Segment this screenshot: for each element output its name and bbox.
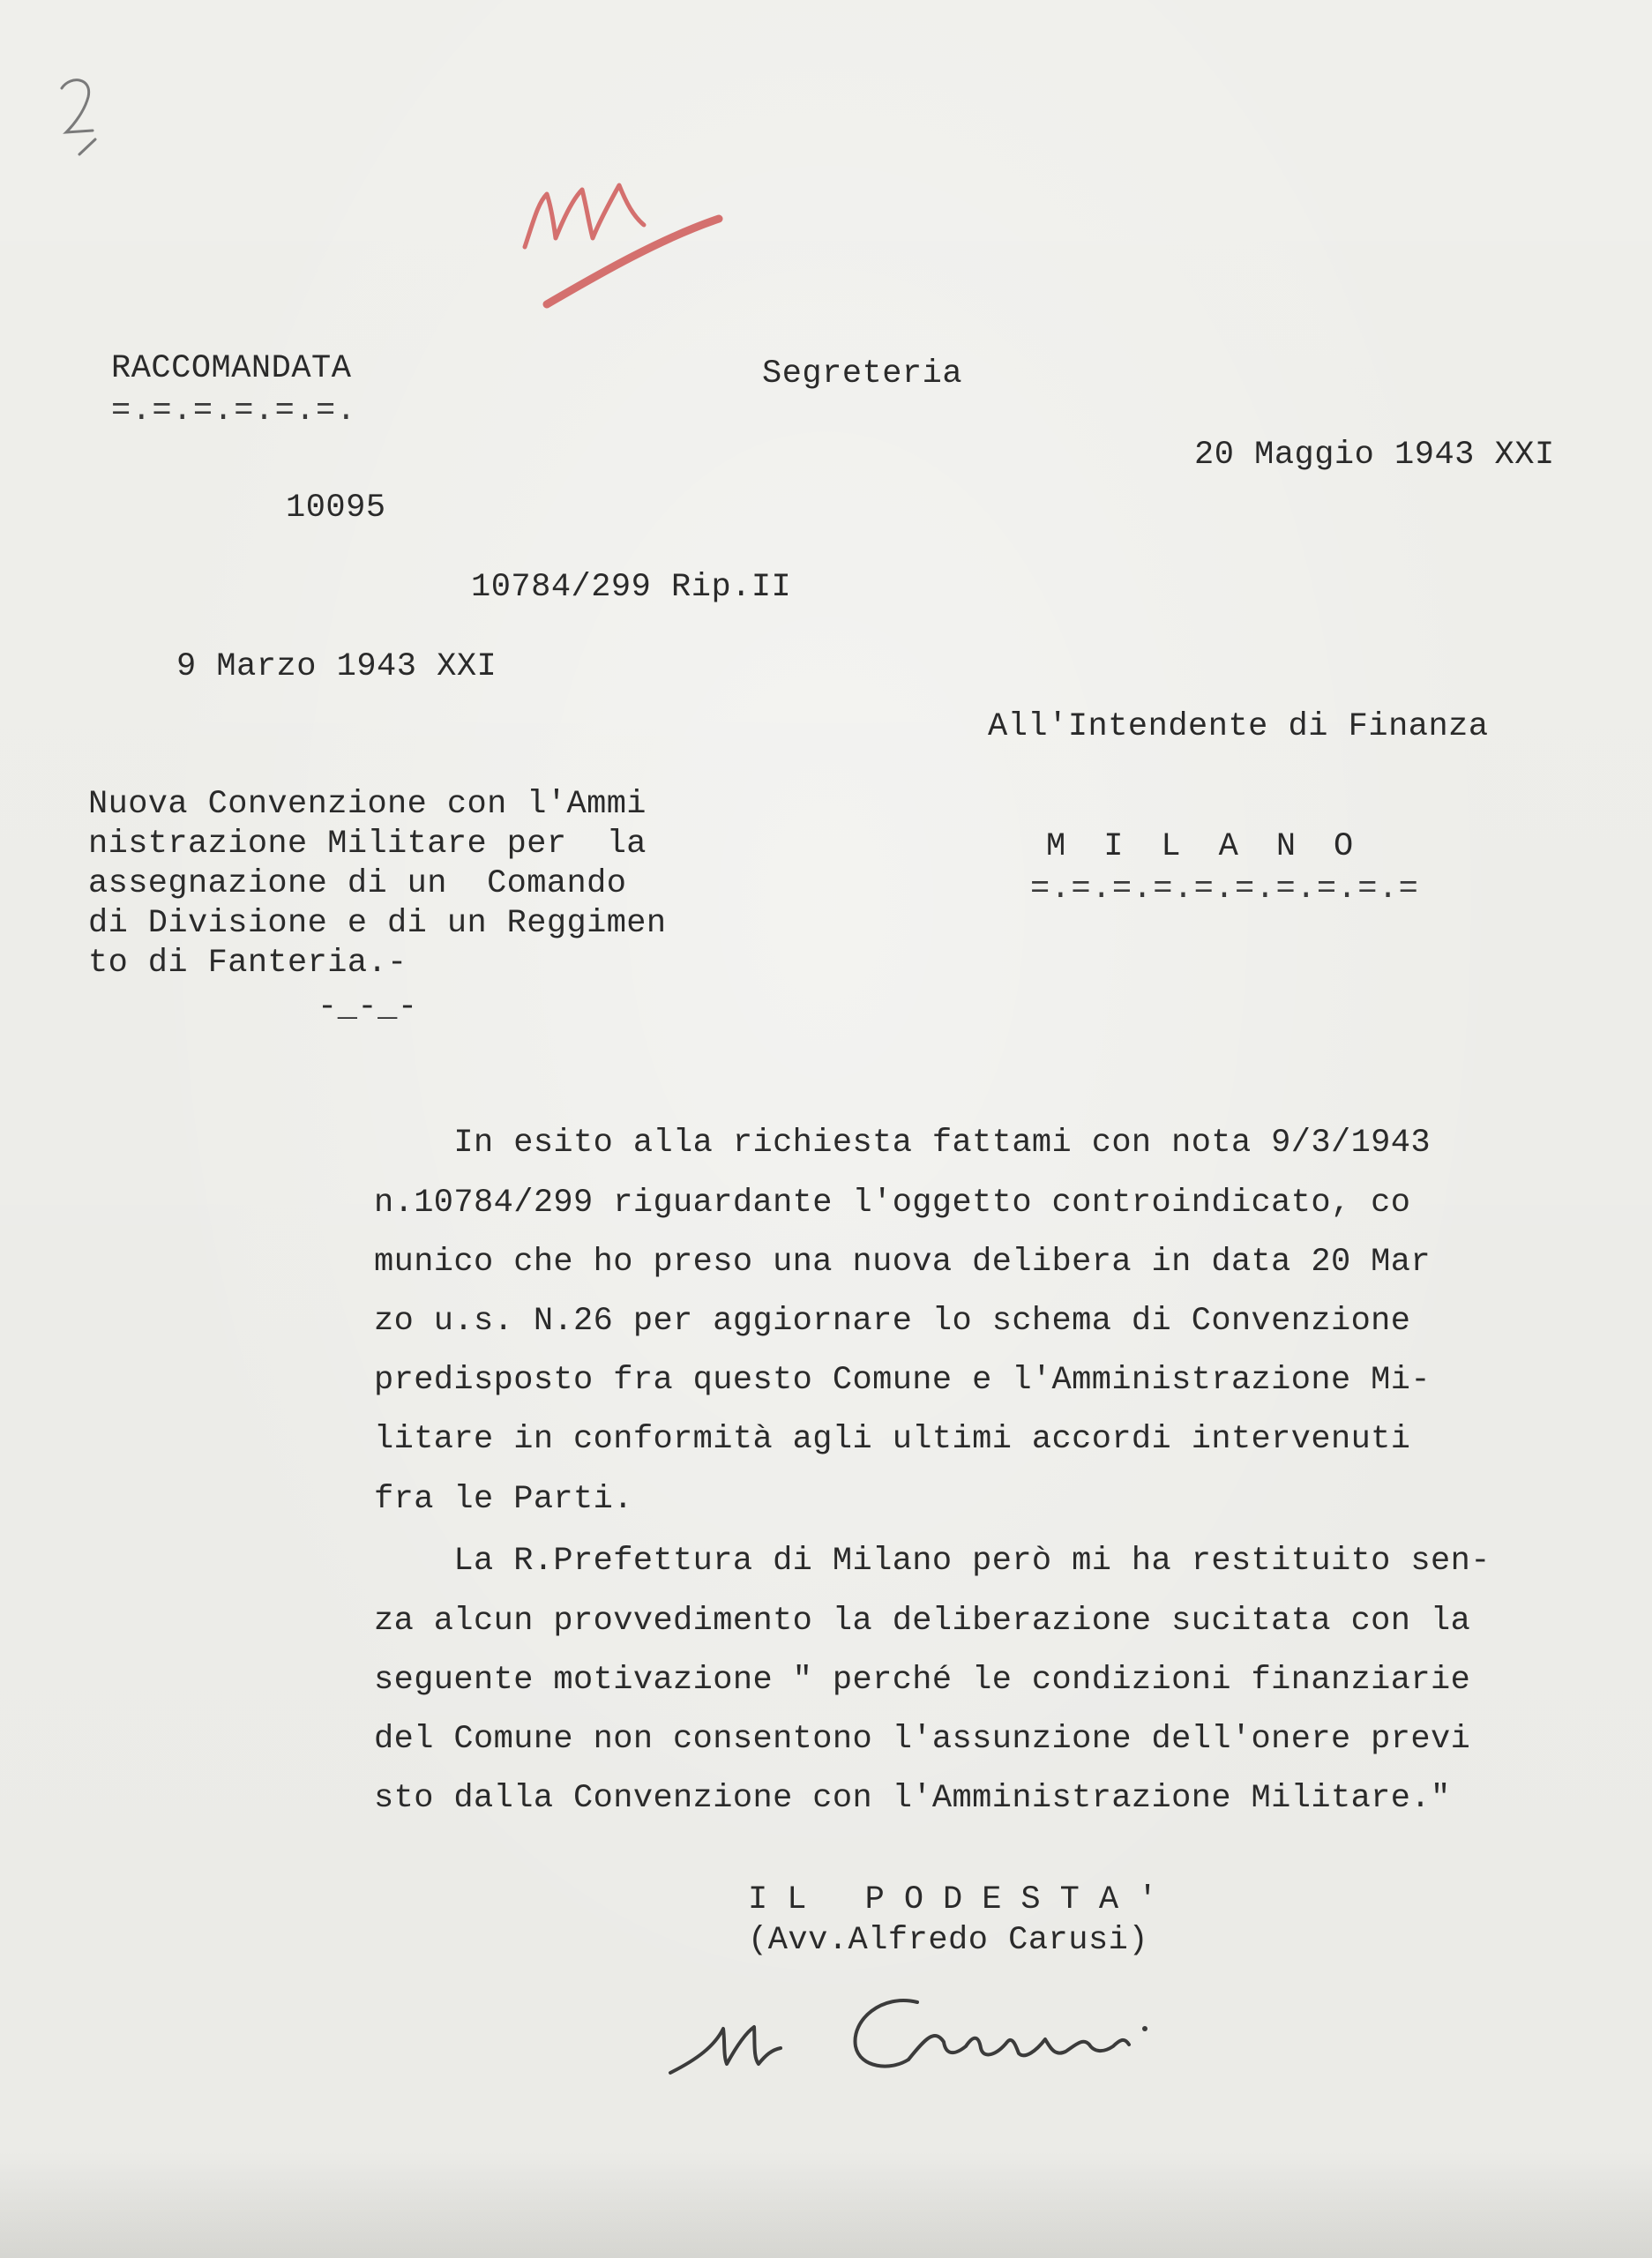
- body-line: La R.Prefettura di Milano però mi ha restituito sen-: [374, 1543, 1491, 1580]
- body-line: litare in conformità agli ultimi accordi intervenuti: [374, 1421, 1411, 1458]
- recipient-title: All'Intendente di Finanza: [988, 708, 1489, 745]
- body-line: sto dalla Convenzione con l'Amministrazione Militare.": [374, 1780, 1451, 1817]
- recipient-city-rule: =.=.=.=.=.=.=.=.=.=: [1030, 871, 1419, 908]
- subject-line: Nuova Convenzione con l'Ammi: [88, 786, 647, 823]
- subject-line: di Divisione e di un Reggimen: [88, 905, 667, 942]
- body-line: fra le Parti.: [374, 1481, 633, 1518]
- recipient-city: MILANO: [1046, 828, 1392, 865]
- handwritten-signature: [662, 1976, 1191, 2090]
- subject-end-mark: -_-_-: [318, 989, 418, 1026]
- signature-title: IL PODESTA': [748, 1881, 1177, 1918]
- body-line: predisposto fra questo Comune e l'Amministrazione Mi-: [374, 1362, 1431, 1399]
- subject-line: nistrazione Militare per la: [88, 826, 647, 863]
- body-line: In esito alla richiesta fattami con nota 9/3/1943: [374, 1125, 1431, 1162]
- signature-name: (Avv.Alfredo Carusi): [748, 1922, 1149, 1959]
- body-line: zo u.s. N.26 per aggiornare lo schema di Convenzione: [374, 1303, 1411, 1340]
- body-line: seguente motivazione " perché le condizioni finanziarie: [374, 1662, 1471, 1699]
- registered-mail-rule: =.=.=.=.=.=.: [111, 393, 357, 430]
- body-line: n.10784/299 riguardante l'oggetto controindicato, co: [374, 1185, 1411, 1222]
- red-pencil-mark: [512, 141, 741, 318]
- subject-line: to di Fanteria.-: [88, 945, 407, 982]
- paper-bottom-edge: [0, 2152, 1652, 2258]
- protocol-number: 10095: [286, 490, 386, 527]
- subject-line: assegnazione di un Comando: [88, 865, 627, 902]
- reference-date: 9 Marzo 1943 XXI: [176, 648, 497, 685]
- body-line: za alcun provvedimento la deliberazione sucitata con la: [374, 1603, 1471, 1640]
- reference-number: 10784/299 Rip.II: [471, 569, 792, 606]
- body-line: munico che ho preso una nuova delibera in data 20 Mar: [374, 1244, 1431, 1281]
- registered-mail-label: RACCOMANDATA: [111, 350, 352, 387]
- office-label: Segreteria: [762, 355, 963, 393]
- page-number-handwritten: [53, 71, 123, 159]
- body-line: del Comune non consentono l'assunzione dell'onere previ: [374, 1721, 1471, 1758]
- letter-date: 20 Maggio 1943 XXI: [1194, 437, 1555, 474]
